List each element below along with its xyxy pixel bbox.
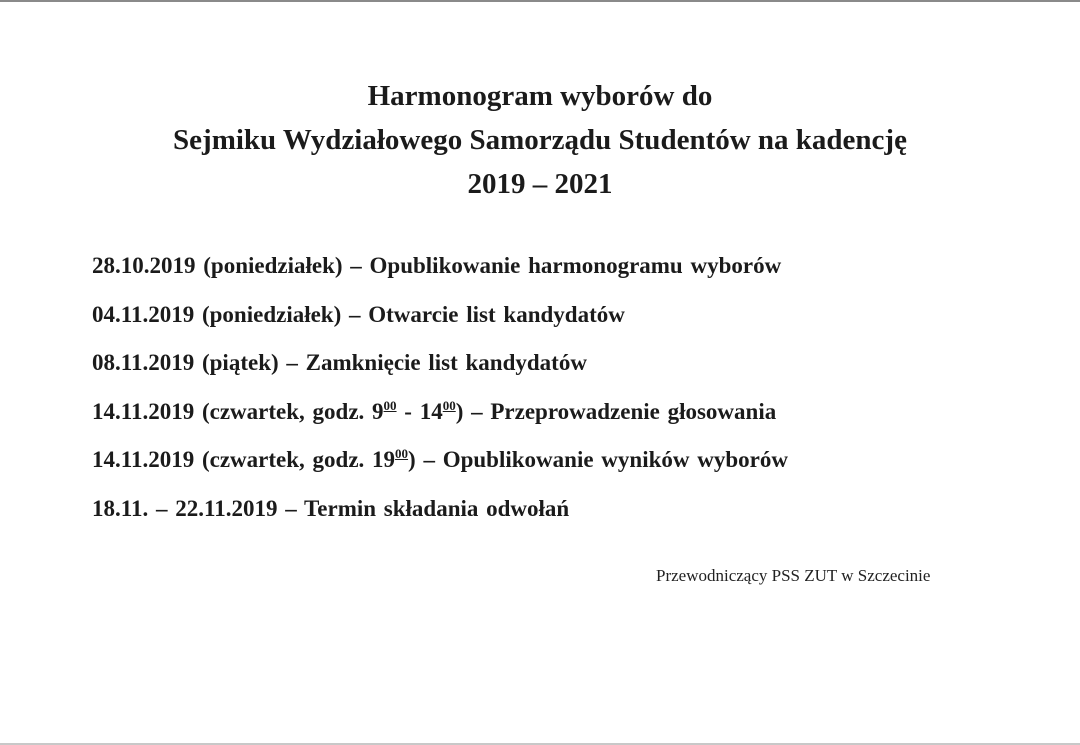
- schedule-item: [92, 392, 1012, 441]
- election-schedule: [92, 246, 1012, 537]
- schedule-item-text: 18.11. – 22.11.2019 – Termin składania odwołań: [92, 495, 570, 521]
- schedule-item: [92, 489, 1012, 538]
- schedule-item-text: 14.11.2019 (czwartek, godz. 19: [92, 447, 396, 472]
- title-line-2: Sejmiku Wydziałowego Samorządu Studentów na kadencję: [173, 124, 907, 156]
- signature-line: Przewodniczący PSS ZUT w Szczecinie: [656, 566, 931, 585]
- title-line-1: Harmonogram wyborów do: [367, 80, 713, 112]
- schedule-item-text: 08.11.2019 (piątek) – Zamknięcie list kandydatów: [92, 350, 587, 375]
- document-title: [0, 74, 1080, 206]
- schedule-item-text: 04.11.2019 (poniedziałek) – Otwarcie list kandydatów: [92, 301, 625, 327]
- schedule-item: [92, 343, 1012, 392]
- schedule-item: [92, 440, 1012, 489]
- schedule-item: [92, 246, 1012, 295]
- top-border: [0, 0, 1080, 2]
- title-line-3: 2019 – 2021: [467, 168, 613, 200]
- time-minutes-superscript: 00: [442, 397, 456, 413]
- schedule-item-text: 28.10.2019 (poniedziałek) – Opublikowanie harmonogramu wyborów: [92, 253, 782, 278]
- schedule-item-text: ) – Przeprowadzenie głosowania: [455, 398, 777, 424]
- schedule-item-text: - 14: [396, 398, 443, 424]
- time-minutes-superscript: 00: [383, 397, 397, 413]
- time-minutes-superscript: 00: [395, 446, 409, 461]
- schedule-item: [92, 295, 1012, 344]
- schedule-item-text: 14.11.2019 (czwartek, godz. 9: [92, 398, 384, 424]
- schedule-item-text: ) – Opublikowanie wyników wyborów: [408, 447, 788, 472]
